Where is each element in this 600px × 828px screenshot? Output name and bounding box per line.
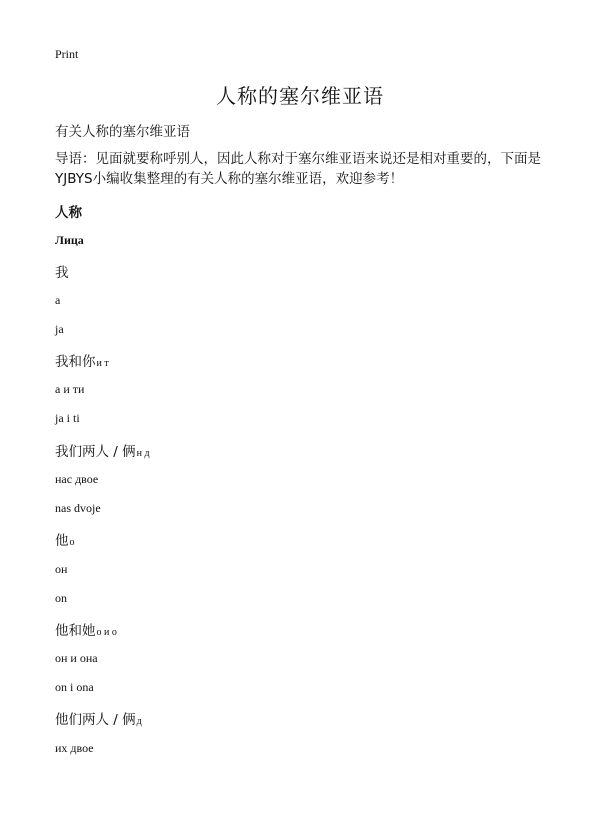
entry-latin: on [55,591,67,605]
section-heading: 人称 [55,205,82,221]
chinese-term: 我和你 [55,354,96,370]
entry-chinese [55,529,75,549]
section-heading-ru: Лица [55,233,84,247]
page-title: 人称的塞尔维亚语 [216,84,384,108]
term-suffix: и т [96,358,109,369]
term-suffix: н д [136,448,150,459]
term-suffix: о [69,537,75,548]
chinese-term: 他们两人 / 俩 [55,712,136,728]
entry-cyrillic: a и ти [55,382,85,396]
print-label: Print [55,47,79,61]
subtitle: 有关人称的塞尔维亚语 [55,124,190,140]
chinese-term: 他和她 [55,623,96,639]
entry-cyrillic: нас двое [55,472,99,486]
entry-chinese [55,261,70,281]
entry-latin: nas dvoje [55,501,101,515]
entry-chinese [55,619,117,639]
entry-cyrillic: a [55,293,61,307]
entry-chinese [55,350,109,370]
entry-latin: ja i ti [55,411,80,425]
chinese-term: 我们两人 / 俩 [55,444,136,460]
entry-cyrillic: он и она [55,651,98,665]
entry-latin: ja [55,322,64,336]
entry-chinese [55,440,150,460]
term-suffix: о и о [96,627,117,638]
chinese-term: 他 [55,533,69,549]
intro-paragraph: 导语：见面就要称呼别人，因此人称对于塞尔维亚语来说还是相对重要的，下面是YJBYS小编收集整理的有关人称的塞尔维亚语，欢迎参考！ [55,151,541,187]
term-suffix: д [136,716,142,727]
entry-cyrillic: он [55,562,68,576]
entry-chinese [55,708,142,728]
chinese-term: 我 [55,265,69,281]
entry-latin: on i ona [55,680,94,694]
entry-cyrillic: их двое [55,741,94,755]
